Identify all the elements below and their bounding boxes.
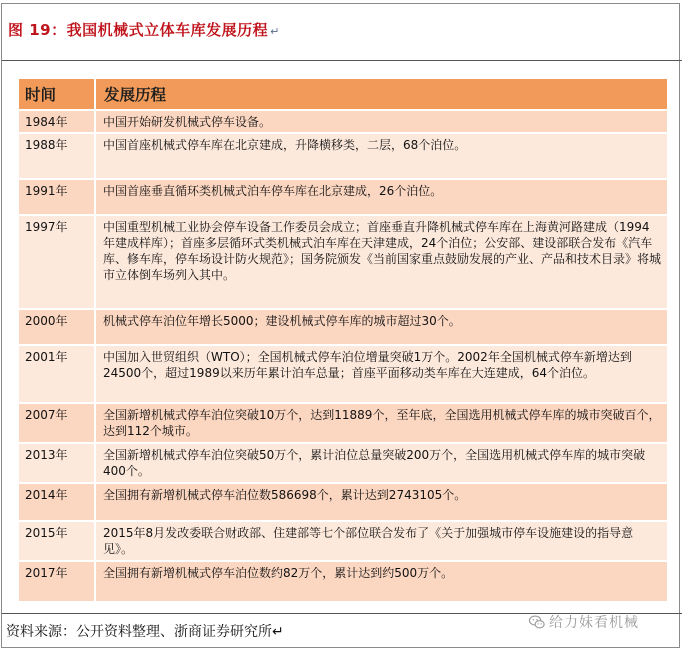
table-row bbox=[19, 403, 667, 443]
row-text: 全国新增机械式停车泊位突破50万个，累计泊位总量突破200万个，全国选用机械式停车库的城市突破400个。 bbox=[95, 443, 667, 483]
row-year: 2007年 bbox=[19, 403, 95, 443]
table-row bbox=[19, 345, 667, 403]
row-year: 1997年 bbox=[19, 215, 95, 309]
table-row bbox=[19, 309, 667, 345]
row-year: 1984年 bbox=[19, 110, 95, 133]
figure-title-text: 图 19：我国机械式立体车库发展历程 bbox=[8, 21, 269, 39]
row-year: 2014年 bbox=[19, 483, 95, 521]
row-text: 2015年8月发改委联合财政部、住建部等七个部位联合发布了《关于加强城市停车设施建设的指导意见》。 bbox=[95, 521, 667, 561]
row-text: 全国拥有新增机械式停车泊位数586698个，累计达到2743105个。 bbox=[95, 483, 667, 521]
row-text: 中国重型机械工业协会停车设备工作委员会成立；首座垂直升降机械式停车库在上海黄河路建成（1994年建成样库）；首座多层循环式类机械式泊车库在天津建成，24个泊位；公安部、建设部联合发布《汽车库、修车库，停车场设计防火规范》；国务院颁发《当前国家重点鼓励发展的产业、产品和技术目录》将城市立体倒车场列入其中。 bbox=[95, 215, 667, 309]
title-divider bbox=[2, 60, 682, 61]
table-row bbox=[19, 110, 667, 133]
row-year: 2001年 bbox=[19, 345, 95, 403]
source-note: 资料来源：公开资料整理、浙商证券研究所↵ bbox=[6, 624, 284, 640]
table-row bbox=[19, 483, 667, 521]
table-row bbox=[19, 179, 667, 215]
row-text: 中国加入世贸组织（WTO）；全国机械式停车泊位增量突破1万个。2002年全国机械式停车新增达到24500个，超过1989以来历年累计泊车总量；首座平面移动类车库在大连建成，64个泊位。 bbox=[95, 345, 667, 403]
row-year: 2013年 bbox=[19, 443, 95, 483]
row-year: 1991年 bbox=[19, 179, 95, 215]
row-text: 中国首座机械式停车库在北京建成，升降横移类，二层，68个泊位。 bbox=[95, 133, 667, 179]
history-table bbox=[19, 79, 667, 601]
watermark bbox=[528, 611, 639, 633]
figure-title bbox=[8, 19, 280, 40]
wechat-icon bbox=[528, 613, 546, 631]
row-year: 2000年 bbox=[19, 309, 95, 345]
row-text: 机械式停车泊位年增长5000；建设机械式停车库的城市超过30个。 bbox=[95, 309, 667, 345]
watermark-text: 给力妹看机械 bbox=[549, 615, 639, 631]
row-text: 全国拥有新增机械式停车泊位数约82万个，累计达到约500万个。 bbox=[95, 561, 667, 601]
table-row bbox=[19, 215, 667, 309]
table-header-row bbox=[19, 79, 667, 110]
row-text: 中国开始研发机械式停车设备。 bbox=[95, 110, 667, 133]
row-year: 2015年 bbox=[19, 521, 95, 561]
header-time: 时间 bbox=[19, 79, 95, 110]
paragraph-mark: ↵ bbox=[270, 25, 280, 38]
row-text: 中国首座垂直循环类机械式泊车停车库在北京建成，26个泊位。 bbox=[95, 179, 667, 215]
table-row bbox=[19, 443, 667, 483]
row-year: 1988年 bbox=[19, 133, 95, 179]
row-text: 全国新增机械式停车泊位突破10万个，达到11889个，至年底，全国选用机械式停车库的城市突破百个，达到112个城市。 bbox=[95, 403, 667, 443]
row-year: 2017年 bbox=[19, 561, 95, 601]
table-row bbox=[19, 521, 667, 561]
table-row bbox=[19, 133, 667, 179]
table-row bbox=[19, 561, 667, 601]
header-history: 发展历程 bbox=[95, 79, 667, 110]
